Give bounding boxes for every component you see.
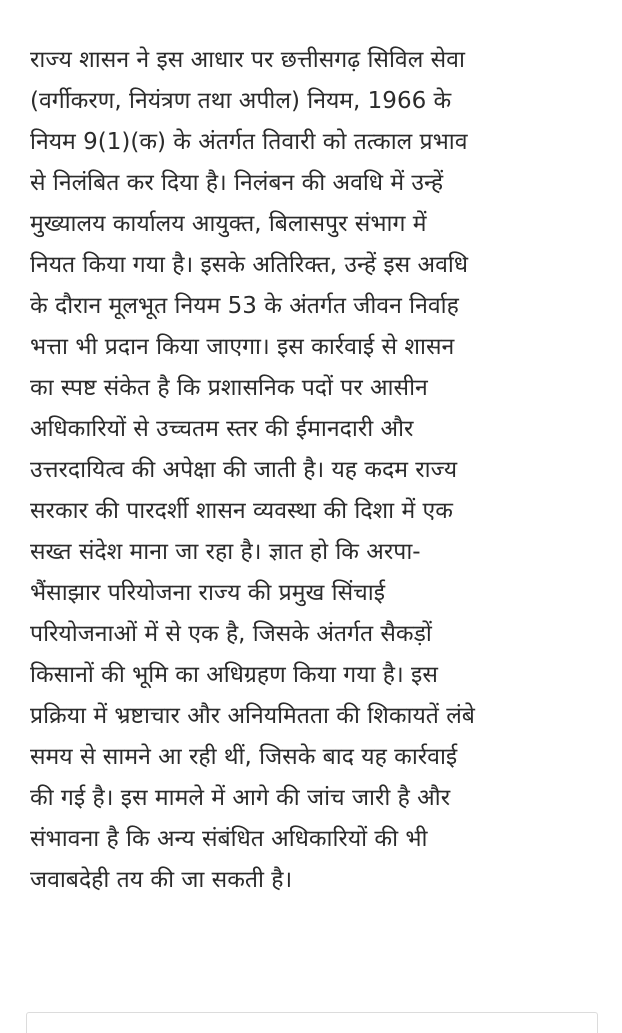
article-paragraph: राज्य शासन ने इस आधार पर छत्तीसगढ़ सिविल सेवा (वर्गीकरण, नियंत्रण तथा अपील) नियम, 1966 के नियम 9(1)(क) के अंतर्गत तिवारी को तत्काल प्रभाव से निलंबित कर दिया है। निलंबन की अवधि में उन्हें मुख्यालय कार्यालय आयुक्त, बिलासपुर संभाग में नियत किया गया है। इसके अतिरिक्त, उन्हें इस अवधि के दौरान मूलभूत नियम 53 के अंतर्गत जीवन निर्वाह भत्ता भी प्रदान किया जाएगा। इस कार्रवाई से शासन का स्पष्ट संकेत है कि प्रशासनिक पदों पर आसीन अधिकारियों से उच्चतम स्तर की ईमानदारी और उत्तरदायित्व की अपेक्षा की जाती है। यह कदम राज्य सरकार की पारदर्शी शासन व्यवस्था की दिशा में एक सख्त संदेश माना जा रहा है। ज्ञात हो कि अरपा- भैंसाझार परियोजना राज्य की प्रमुख सिंचाई परियोजनाओं में से एक है, जिसके अंतर्गत सैकड़ों किसानों की भूमि का अधिग्रहण किया गया है। इस प्रक्रिया में भ्रष्टाचार और अनियमितता की शिकायतें लंबे समय से सामने आ रही थीं, जिसके बाद यह कार्रवाई की गई है। इस मामले में आगे की जांच जारी है और संभावना है कि अन्य संबंधित अधिकारियों की भी जवाबदेही तय की जा सकती है। [30, 47, 475, 893]
article-body [30, 40, 595, 901]
next-content-card [26, 1012, 598, 1033]
